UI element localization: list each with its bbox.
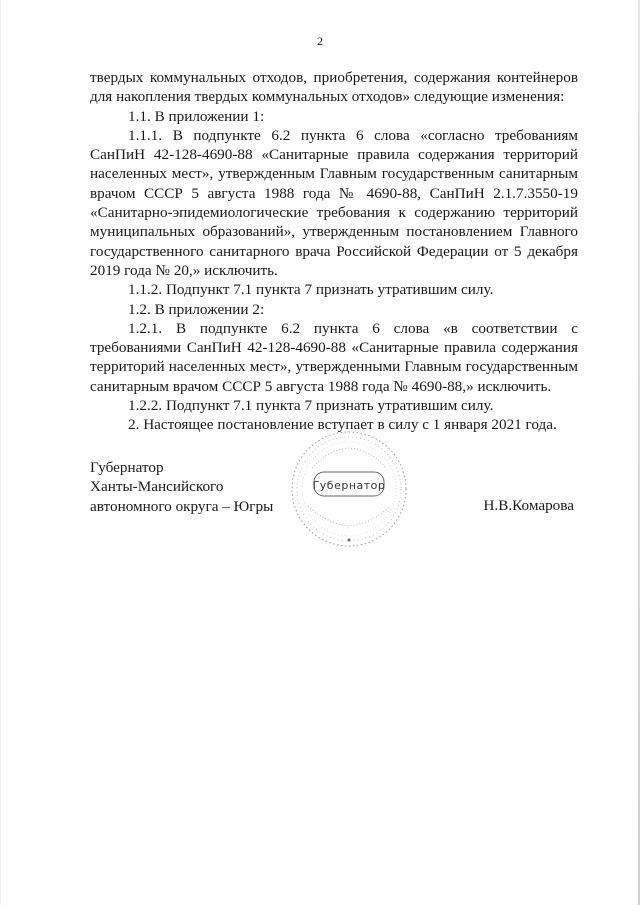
signatory-position-line: Губернатор <box>90 459 164 476</box>
document-body <box>90 68 578 435</box>
paragraph-1-2-2: 1.2.2. Подпункт 7.1 пункта 7 признать утратившим силу. <box>128 397 494 415</box>
signatory-position <box>90 458 273 516</box>
signatory-position-line: автономного округа – Югры <box>90 497 274 515</box>
stamp-label: Губернатор <box>312 479 386 492</box>
paragraph-2: 2. Настоящее постановление вступает в силу с 1 января 2021 года. <box>128 416 557 434</box>
paragraph-1-2: 1.2. В приложении 2: <box>128 300 265 318</box>
paragraph-1-2-1: 1.2.1. В подпункте 6.2 пункта 6 слова «в соответствии с требованиями СанПиН 42-128-4690-88 «Санитарные правила содержания территорий населенных мест», утвержденными Главным государственным санитарным врачом СССР 5 августа 1988 года № 4690-88,» исключить. <box>90 319 578 395</box>
paragraph-1-1-2: 1.1.2. Подпункт 7.1 пункта 7 признать утратившим силу. <box>128 281 494 299</box>
page-edge-left <box>0 0 1 905</box>
paragraph-continuation: твердых коммунальных отходов, приобретения, содержания контейнеров для накопления твердых коммунальных отходов» следующие изменения: <box>90 69 578 106</box>
electronic-signature-stamp <box>288 428 410 550</box>
signatory-position-line: Ханты-Мансийского <box>90 478 224 496</box>
paragraph-1-1-1: 1.1.1. В подпункте 6.2 пункта 6 слова «согласно требованиям СанПиН 42-128-4690-88 «Санитарные правила содержания территорий населенных мест», утвержденным Главным государственным санитарным врачом СССР 5 августа 1988 года № 4690-88, СанПиН 2.1.7.3550-19 «Санитарно-эпидемиологические требования к содержанию территорий муниципальных образований», утвержденным постановлением Главного государственного санитарного врача Российской Федерации от 5 декабря 2019 года № 20,» исключить. <box>90 126 578 279</box>
signatory-name: Н.В.Комарова <box>483 497 574 514</box>
paragraph-1-1: 1.1. В приложении 1: <box>128 107 265 125</box>
page-number: 2 <box>317 34 323 48</box>
signature-block <box>90 458 578 568</box>
